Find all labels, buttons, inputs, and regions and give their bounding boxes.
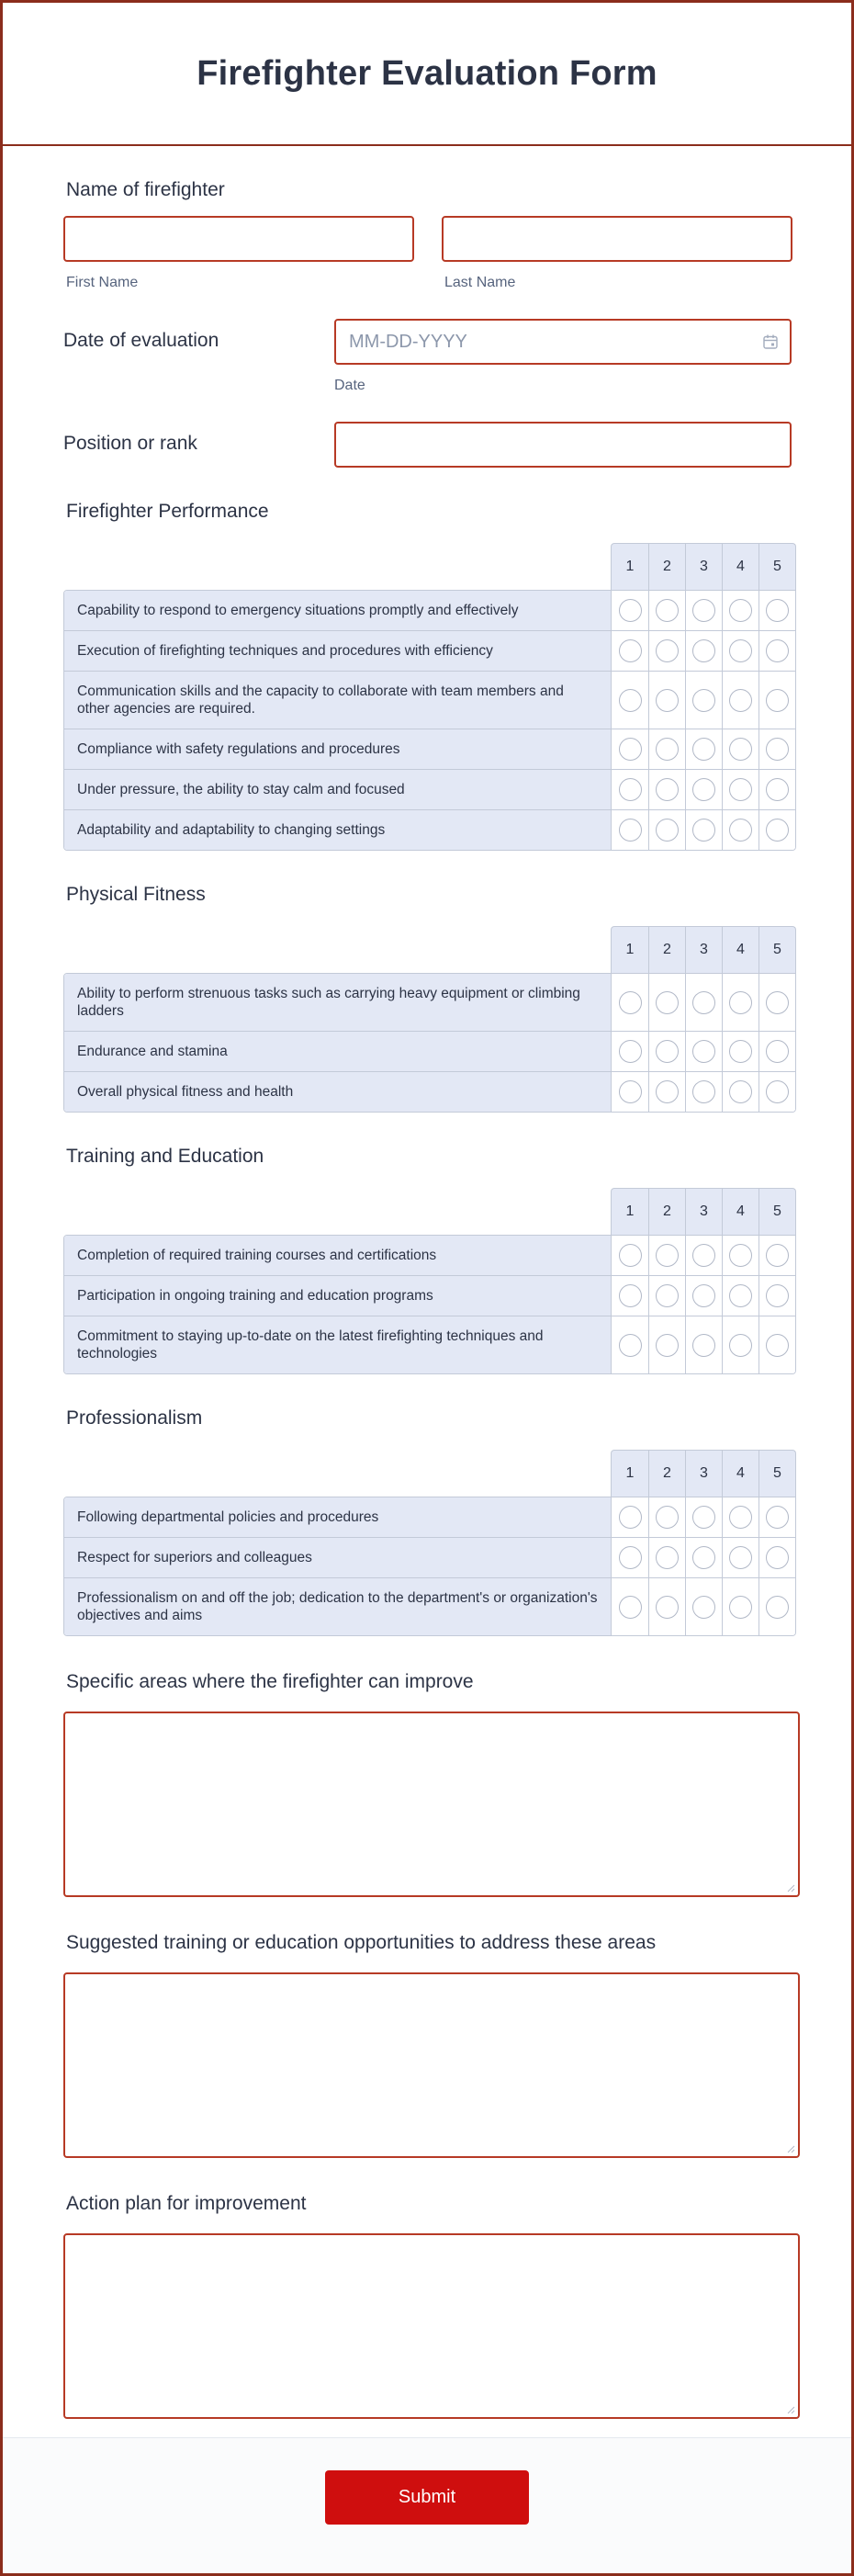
matrix-question: Capability to respond to emergency situations promptly and effectively <box>64 591 612 630</box>
rating-radio[interactable] <box>619 1506 642 1529</box>
rating-radio[interactable] <box>766 599 789 622</box>
matrix-cell <box>648 810 685 850</box>
rating-radio[interactable] <box>766 689 789 712</box>
matrix-cell <box>612 810 648 850</box>
matrix-section <box>63 501 793 851</box>
matrix-header-row <box>611 1450 796 1497</box>
matrix-cell <box>612 770 648 809</box>
rating-radio[interactable] <box>692 778 715 801</box>
rating-radio[interactable] <box>729 1596 752 1619</box>
matrix-question: Execution of firefighting techniques and procedures with efficiency <box>64 631 612 671</box>
matrix-section <box>63 1146 793 1374</box>
matrix-row <box>64 809 795 850</box>
rating-matrix <box>63 1188 796 1374</box>
matrix-cell <box>685 1032 722 1071</box>
matrix-cell <box>722 631 758 671</box>
rating-radio[interactable] <box>656 1080 679 1103</box>
matrix-cell <box>758 1316 795 1373</box>
name-label: Name of firefighter <box>66 179 225 200</box>
position-input[interactable] <box>334 422 792 468</box>
matrix-column-header: 2 <box>648 927 685 973</box>
matrix-row <box>64 1537 795 1577</box>
matrix-cell <box>685 729 722 769</box>
matrix-header-row <box>611 543 796 590</box>
rating-radio[interactable] <box>692 1546 715 1569</box>
matrix-cell <box>685 810 722 850</box>
matrix-cell <box>612 672 648 729</box>
rating-radio[interactable] <box>729 1244 752 1267</box>
rating-radio[interactable] <box>692 819 715 842</box>
matrix-row <box>64 591 795 630</box>
textarea-field-group <box>63 2193 793 2419</box>
matrix-column-header: 4 <box>722 1189 758 1235</box>
rating-radio[interactable] <box>766 1284 789 1307</box>
matrix-cell <box>612 1538 648 1577</box>
matrix-cell <box>648 770 685 809</box>
matrix-row <box>64 974 795 1031</box>
matrix-column-header: 4 <box>722 1451 758 1497</box>
matrix-column-header: 5 <box>758 544 795 590</box>
matrix-question: Communication skills and the capacity to collaborate with team members and other agencies are required. <box>64 672 612 729</box>
matrix-column-header: 1 <box>625 559 635 574</box>
matrix-cell <box>612 1276 648 1316</box>
rating-radio[interactable] <box>729 1546 752 1569</box>
comment-textarea[interactable] <box>63 1972 800 2158</box>
date-input[interactable] <box>334 319 792 365</box>
matrix-cell <box>648 974 685 1031</box>
resize-grip-icon[interactable] <box>786 2144 795 2153</box>
matrix-cell <box>685 770 722 809</box>
matrix-question: Following departmental policies and procedures <box>64 1497 612 1537</box>
rating-radio[interactable] <box>729 1080 752 1103</box>
matrix-cell <box>648 1236 685 1275</box>
rating-radio[interactable] <box>766 738 789 761</box>
rating-radio[interactable] <box>692 689 715 712</box>
matrix-cell <box>648 1538 685 1577</box>
rating-matrix <box>63 926 796 1113</box>
form-content <box>3 179 851 2419</box>
rating-radio[interactable] <box>656 1506 679 1529</box>
textarea-label: Action plan for improvement <box>66 2193 307 2214</box>
last-name-sublabel: Last Name <box>444 275 516 290</box>
matrix-question: Adaptability and adaptability to changing settings <box>64 810 612 850</box>
matrix-row <box>64 1071 795 1112</box>
rating-radio[interactable] <box>619 599 642 622</box>
matrix-row <box>64 1316 795 1373</box>
comment-fields <box>63 1671 793 2419</box>
matrix-column-header: 1 <box>625 942 635 957</box>
matrix-cell <box>758 770 795 809</box>
matrix-cell <box>758 729 795 769</box>
matrix-cell <box>612 1072 648 1112</box>
comment-textarea[interactable] <box>63 2233 800 2419</box>
matrix-column-header: 5 <box>758 1451 795 1497</box>
matrix-question: Compliance with safety regulations and procedures <box>64 729 612 769</box>
matrix-cell <box>612 1316 648 1373</box>
matrix-cell <box>685 672 722 729</box>
rating-radio[interactable] <box>729 1284 752 1307</box>
matrix-column-header: 2 <box>648 1451 685 1497</box>
matrix-cell <box>722 1497 758 1537</box>
rating-radio[interactable] <box>619 1596 642 1619</box>
matrix-cell <box>685 1236 722 1275</box>
position-label: Position or rank <box>63 433 197 454</box>
rating-radio[interactable] <box>729 689 752 712</box>
resize-grip-icon[interactable] <box>786 1883 795 1892</box>
matrix-cell <box>648 1497 685 1537</box>
matrix-cell <box>648 729 685 769</box>
matrix-cell <box>648 1276 685 1316</box>
form-header <box>3 3 851 146</box>
matrix-cell <box>722 810 758 850</box>
matrix-cell <box>612 1236 648 1275</box>
matrix-row <box>64 769 795 809</box>
matrix-cell <box>758 1236 795 1275</box>
matrix-cell <box>722 591 758 630</box>
matrix-cell <box>648 1578 685 1635</box>
matrix-cell <box>722 770 758 809</box>
matrix-cell <box>685 1072 722 1112</box>
matrix-column-header: 4 <box>722 544 758 590</box>
rating-radio[interactable] <box>656 599 679 622</box>
matrix-row <box>64 671 795 729</box>
rating-radio[interactable] <box>692 1506 715 1529</box>
matrix-cell <box>758 1578 795 1635</box>
rating-radio[interactable] <box>729 1334 752 1357</box>
rating-radio[interactable] <box>692 991 715 1014</box>
rating-radio[interactable] <box>656 1040 679 1063</box>
matrix-cell <box>722 1032 758 1071</box>
textarea-field-group <box>63 1932 793 2158</box>
textarea-label: Suggested training or education opportunities to address these areas <box>66 1932 657 1953</box>
rating-radio[interactable] <box>619 1284 642 1307</box>
rating-radio[interactable] <box>619 819 642 842</box>
matrix-column-header: 2 <box>648 1189 685 1235</box>
matrix-cell <box>722 1236 758 1275</box>
last-name-input[interactable] <box>442 216 792 262</box>
matrix-cell <box>612 974 648 1031</box>
matrix-question: Ability to perform strenuous tasks such as carrying heavy equipment or climbing ladders <box>64 974 612 1031</box>
matrix-cell <box>722 1276 758 1316</box>
matrix-cell <box>685 1276 722 1316</box>
matrix-cell <box>648 672 685 729</box>
matrix-cell <box>758 672 795 729</box>
matrix-cell <box>612 729 648 769</box>
matrix-row <box>64 1236 795 1275</box>
rating-radio[interactable] <box>656 778 679 801</box>
rating-radio[interactable] <box>692 639 715 662</box>
rating-radio[interactable] <box>766 1334 789 1357</box>
rating-radio[interactable] <box>766 819 789 842</box>
first-name-input[interactable] <box>63 216 414 262</box>
matrix-header-row <box>611 926 796 973</box>
rating-radio[interactable] <box>692 1080 715 1103</box>
rating-radio[interactable] <box>619 1080 642 1103</box>
matrix-cell <box>722 672 758 729</box>
rating-matrix <box>63 1450 796 1636</box>
matrix-cell <box>758 591 795 630</box>
matrix-column-header: 5 <box>758 1189 795 1235</box>
rating-radio[interactable] <box>692 738 715 761</box>
matrix-row <box>64 1031 795 1071</box>
matrix-column-header: 3 <box>685 927 722 973</box>
rating-radio[interactable] <box>619 639 642 662</box>
date-field-group <box>63 319 793 394</box>
matrix-cell <box>758 810 795 850</box>
matrix-row <box>64 1577 795 1635</box>
rating-radio[interactable] <box>729 1506 752 1529</box>
matrix-question: Respect for superiors and colleagues <box>64 1538 612 1577</box>
matrix-cell <box>685 1497 722 1537</box>
calendar-icon[interactable] <box>762 333 779 350</box>
matrix-cell <box>612 1497 648 1537</box>
matrix-cell <box>758 1538 795 1577</box>
position-field-group <box>63 422 793 468</box>
rating-radio[interactable] <box>692 1596 715 1619</box>
matrix-cell <box>685 1538 722 1577</box>
rating-radio[interactable] <box>766 1506 789 1529</box>
form-footer <box>3 2437 851 2573</box>
rating-radio[interactable] <box>766 991 789 1014</box>
matrix-cell <box>722 729 758 769</box>
rating-radio[interactable] <box>729 599 752 622</box>
matrix-cell <box>648 591 685 630</box>
rating-radio[interactable] <box>729 1040 752 1063</box>
rating-radio[interactable] <box>619 778 642 801</box>
rating-radio[interactable] <box>729 991 752 1014</box>
matrix-cell <box>758 1072 795 1112</box>
rating-radio[interactable] <box>656 991 679 1014</box>
rating-radio[interactable] <box>692 599 715 622</box>
form-title: Firefighter Evaluation Form <box>197 53 657 93</box>
rating-radio[interactable] <box>656 639 679 662</box>
matrix-cell <box>758 974 795 1031</box>
matrix-cell <box>612 631 648 671</box>
date-sublabel: Date <box>334 378 365 393</box>
rating-radio[interactable] <box>729 819 752 842</box>
rating-radio[interactable] <box>619 991 642 1014</box>
matrix-title: Firefighter Performance <box>66 501 269 522</box>
matrix-column-header: 1 <box>625 1203 635 1219</box>
matrix-title: Professionalism <box>66 1407 203 1429</box>
matrix-row <box>64 630 795 671</box>
matrix-column-header: 3 <box>685 1189 722 1235</box>
matrix-question: Under pressure, the ability to stay calm and focused <box>64 770 612 809</box>
rating-radio[interactable] <box>619 1040 642 1063</box>
matrix-cell <box>685 591 722 630</box>
rating-radio[interactable] <box>656 1596 679 1619</box>
rating-radio[interactable] <box>766 639 789 662</box>
rating-radio[interactable] <box>656 1284 679 1307</box>
rating-radio[interactable] <box>766 778 789 801</box>
matrix-title: Training and Education <box>66 1146 264 1167</box>
matrix-cell <box>685 631 722 671</box>
matrix-column-header: 4 <box>722 927 758 973</box>
matrix-question: Commitment to staying up-to-date on the latest firefighting techniques and technologies <box>64 1316 612 1373</box>
rating-radio[interactable] <box>692 1284 715 1307</box>
matrix-section <box>63 1407 793 1636</box>
matrix-cell <box>758 631 795 671</box>
matrix-cell <box>685 1316 722 1373</box>
matrix-question: Participation in ongoing training and education programs <box>64 1276 612 1316</box>
matrix-question: Overall physical fitness and health <box>64 1072 612 1112</box>
textarea-field-group <box>63 1671 793 1897</box>
rating-radio[interactable] <box>656 738 679 761</box>
rating-radio[interactable] <box>619 689 642 712</box>
matrix-question: Completion of required training courses and certifications <box>64 1236 612 1275</box>
rating-radio[interactable] <box>766 1080 789 1103</box>
matrix-column-header: 3 <box>685 1451 722 1497</box>
rating-radio[interactable] <box>619 738 642 761</box>
rating-radio[interactable] <box>729 778 752 801</box>
matrix-cell <box>758 1032 795 1071</box>
matrix-header-row <box>611 1188 796 1235</box>
matrix-cell <box>758 1276 795 1316</box>
rating-radio[interactable] <box>766 1244 789 1267</box>
rating-radio[interactable] <box>619 1334 642 1357</box>
submit-button[interactable]: Submit <box>325 2470 529 2525</box>
comment-textarea[interactable] <box>63 1712 800 1897</box>
rating-radio[interactable] <box>656 1546 679 1569</box>
matrix-section <box>63 884 793 1113</box>
rating-radio[interactable] <box>619 1546 642 1569</box>
textarea-label: Specific areas where the firefighter can improve <box>66 1671 474 1692</box>
rating-radio[interactable] <box>729 738 752 761</box>
matrix-cell <box>612 1578 648 1635</box>
matrix-cell <box>722 1316 758 1373</box>
matrix-column-header: 1 <box>625 1465 635 1481</box>
rating-radio[interactable] <box>692 1040 715 1063</box>
matrix-column-header: 5 <box>758 927 795 973</box>
matrix-cell <box>758 1497 795 1537</box>
resize-grip-icon[interactable] <box>786 2405 795 2414</box>
matrix-cell <box>722 1072 758 1112</box>
rating-radio[interactable] <box>692 1334 715 1357</box>
rating-radio[interactable] <box>766 1596 789 1619</box>
matrix-row <box>64 1275 795 1316</box>
rating-radio[interactable] <box>692 1244 715 1267</box>
matrix-cell <box>648 631 685 671</box>
matrix-title: Physical Fitness <box>66 884 206 905</box>
first-name-sublabel: First Name <box>66 275 139 290</box>
matrix-cell <box>612 1032 648 1071</box>
matrix-cell <box>648 1072 685 1112</box>
matrix-cell <box>722 1538 758 1577</box>
matrix-row <box>64 1497 795 1537</box>
matrix-cell <box>685 974 722 1031</box>
matrix-cell <box>648 1316 685 1373</box>
matrix-column-header: 2 <box>648 544 685 590</box>
matrix-cell <box>722 974 758 1031</box>
rating-radio[interactable] <box>766 1546 789 1569</box>
rating-radio[interactable] <box>656 1334 679 1357</box>
rating-matrices <box>63 501 793 1636</box>
matrix-cell <box>722 1578 758 1635</box>
date-label: Date of evaluation <box>63 330 219 351</box>
matrix-question: Endurance and stamina <box>64 1032 612 1071</box>
rating-radio[interactable] <box>729 639 752 662</box>
matrix-question: Professionalism on and off the job; dedication to the department's or organization's objectives and aims <box>64 1578 612 1635</box>
name-field-group <box>63 179 793 291</box>
rating-radio[interactable] <box>656 689 679 712</box>
matrix-column-header: 3 <box>685 544 722 590</box>
matrix-cell <box>648 1032 685 1071</box>
rating-radio[interactable] <box>656 819 679 842</box>
rating-matrix <box>63 543 796 851</box>
matrix-cell <box>685 1578 722 1635</box>
rating-radio[interactable] <box>766 1040 789 1063</box>
rating-radio[interactable] <box>619 1244 642 1267</box>
matrix-row <box>64 729 795 769</box>
matrix-cell <box>612 591 648 630</box>
rating-radio[interactable] <box>656 1244 679 1267</box>
